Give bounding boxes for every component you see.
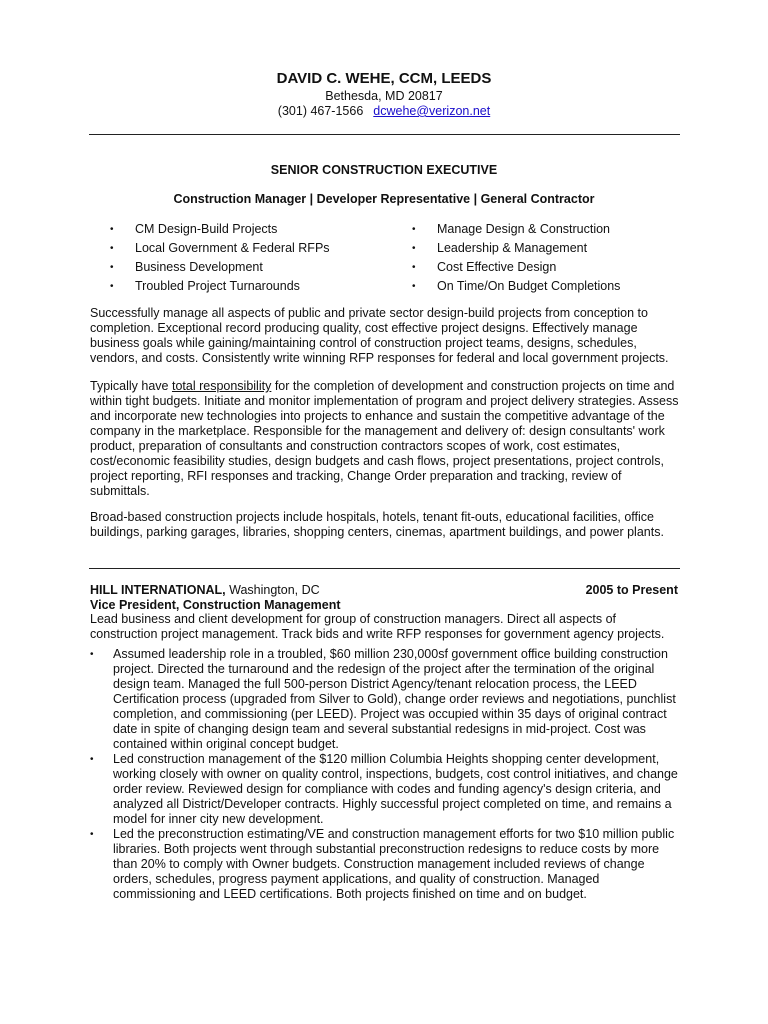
email-link[interactable]: dcwehe@verizon.net (373, 104, 491, 118)
bullet-icon: • (90, 649, 94, 660)
job-header (90, 583, 678, 598)
summary-paragraph-1: Successfully manage all aspects of public and private sector design-build projects from conception to completion. Exceptional record producing quality, cost effective project designs. Effectively manage business goals while gaining/maintaining control of construction project teams, designs, schedules, vendors, and costs. Consistently write winning RFP responses for federal and local government projects. (90, 306, 669, 365)
skill-item: • On Time/On Budget Completions (412, 279, 621, 293)
bullet-icon: • (90, 754, 94, 765)
company-location: Washington, DC (225, 583, 320, 597)
contact-line (0, 104, 768, 118)
skill-item: • Troubled Project Turnarounds (110, 279, 300, 293)
bullet-icon: • (110, 262, 114, 273)
summary-paragraph-2: Typically have total responsibility for the completion of development and construction projects on time and within tight budgets. Initiate and monitor implementation of program and project delivery strategies. Assess and incorporate new technologies into projects to enhance and sustain the competitive advantage of the company in the marketplace. Responsible for the management and delivery of: design consultants' work product, preparation of consultants and construction contractors scopes of work, cost estimates, cost/economic feasibility studies, design budgets and cash flows, project presentations, project controls, project reporting, RFI responses and tracking, Change Order preparation and tracking, review of submittals. (90, 379, 679, 498)
bullet-icon: • (412, 224, 416, 235)
skills-list-right (412, 222, 620, 298)
bullet-icon: • (110, 243, 114, 254)
achievement-list (90, 647, 680, 752)
bullet-icon: • (110, 281, 114, 292)
skills-list-left (110, 222, 330, 298)
section-divider (89, 568, 680, 569)
skill-item: • Manage Design & Construction (412, 222, 611, 236)
headline: SENIOR CONSTRUCTION EXECUTIVE (270, 163, 498, 177)
skill-item: • Business Development (110, 260, 263, 274)
bullet-icon: • (90, 829, 94, 840)
skill-item: • Local Government & Federal RFPs (110, 241, 330, 255)
job-summary: Lead business and client development for group of construction managers. Direct all aspects of construction project management. Track bids and write RFP responses for government agency projects. (90, 612, 665, 641)
summary-paragraph-3: Broad-based construction projects include hospitals, hotels, tenant fit-outs, educational facilities, office buildings, parking garages, libraries, shopping centers, cinemas, apartment buildings, and power plants. (90, 510, 664, 539)
candidate-name: DAVID C. WEHE, CCM, LEEDS (276, 70, 492, 87)
candidate-location: Bethesda, MD 20817 (325, 89, 443, 103)
job-title: Vice President, Construction Management (90, 598, 341, 612)
emphasis-underline: total responsibility (171, 379, 272, 393)
company-name: HILL INTERNATIONAL, (90, 583, 226, 597)
skill-item: • Leadership & Management (412, 241, 588, 255)
bullet-icon: • (110, 224, 114, 235)
subheadline: Construction Manager | Developer Representative | General Contractor (173, 192, 595, 206)
achievement-item: • Led construction management of the $120 million Columbia Heights shopping center development, working closely with owner on quality control, inspections, budgets, cost control initiatives, and change order review. Reviewed design for compliance with codes and funding agency's design criteria, and analyzed all District/Developer contracts. Highly successful project completed on time, and remains a model for inner city new development. (90, 752, 678, 826)
header-divider (89, 134, 680, 135)
skill-item: • CM Design-Build Projects (110, 222, 278, 236)
bullet-icon: • (412, 243, 416, 254)
achievement-list (90, 827, 680, 902)
phone-number: (301) 467-1566 (277, 104, 364, 118)
bullet-icon: • (412, 281, 416, 292)
job-dates: 2005 to Present (585, 583, 678, 597)
achievement-item: • Led the preconstruction estimating/VE and construction management efforts for two $10 million public libraries. Both projects went through substantial preconstruction redesigns to reduce costs by more than 20% to comply with Owner budgets. Construction management included reviews of change orders, schedules, progress payment applications, and quality of construction. Managed commissioning and LEED certifications. Both projects finished on time and on budget. (90, 827, 675, 901)
skill-item: • Cost Effective Design (412, 260, 557, 274)
achievement-list (90, 752, 680, 827)
achievement-item: • Assumed leadership role in a troubled, $60 million 230,000sf government office building construction project. Directed the turnaround and the redesign of the project after the termination of the original design team. Managed the full 500-person District Agency/tenant relocation process, the LEED Certification process (upgraded from Silver to Gold), change order reviews and negotiations, punchlist completion, and commissioning (per LEED). Project was occupied within 35 days of original contract date in spite of changing design team and several substantial redesigns in mid-project. Cost was contained within original concept budget. (90, 647, 676, 751)
bullet-icon: • (412, 262, 416, 273)
